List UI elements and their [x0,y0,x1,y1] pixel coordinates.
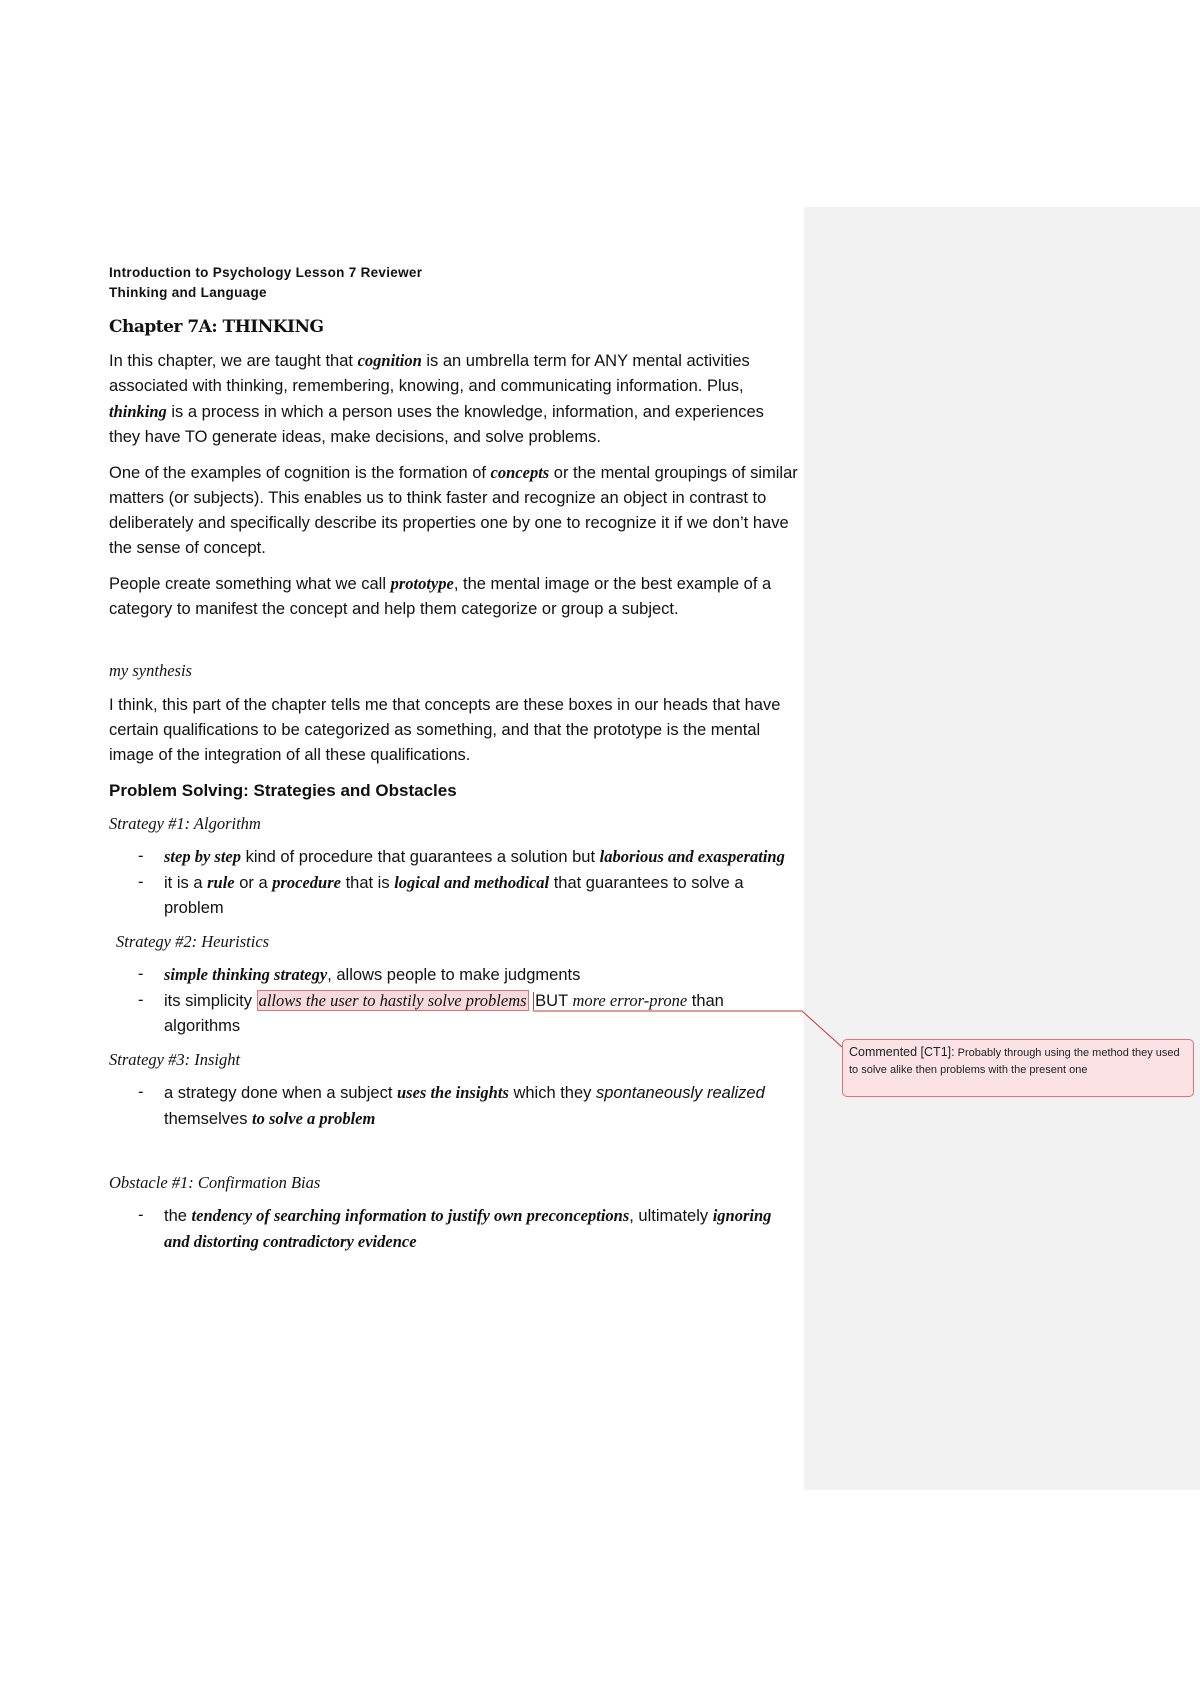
commented-text-highlight[interactable]: allows the user to hastily solve problems [258,991,527,1010]
strategy-1-list [109,844,799,921]
problem-solving-heading: Problem Solving: Strategies and Obstacles [109,781,457,800]
list-item: - step by step kind of procedure that guarantees a solution but laborious and exasperating [109,844,799,870]
document-body [109,263,799,1263]
list-item: - simple thinking strategy, allows people to make judgments [109,962,799,988]
synthesis-text: I think, this part of the chapter tells me that concepts are these boxes in our heads that have certain qualifications to be categorized as something, and that the prototype is the mental image of the integration of all these qualifications. [109,696,781,764]
synthesis-heading: my synthesis [109,661,192,680]
comment-text: Probably through using the method they used to solve alike then problems with the present one [849,1047,1180,1076]
list-item: - the tendency of searching information to justify own preconceptions, ultimately ignoring and distorting contradictory evidence [109,1203,799,1255]
comment-pane [804,207,1200,1490]
intro-paragraph-2: One of the examples of cognition is the formation of concepts or the mental groupings of similar matters (or subjects). This enables us to think faster and recognize an object in contrast to deliberately and specifically describe its properties one by one to recognize it if we don’t have the sense of concept. [109,463,798,557]
obstacle-1-list [109,1203,799,1255]
list-item: - its simplicity allows the user to hastily solve problems BUT more error-prone than algorithms [109,988,799,1039]
doc-header-subtitle: Thinking and Language [109,285,267,300]
list-item: - a strategy done when a subject uses the insights which they spontaneously realized themselves to solve a problem [109,1080,799,1132]
comment-balloon[interactable] [842,1039,1194,1097]
strategy-3-list [109,1080,799,1132]
list-item: - it is a rule or a procedure that is logical and methodical that guarantees to solve a problem [109,870,799,921]
strategy-2-list [109,962,799,1039]
strategy-2-heading: Strategy #2: Heuristics [116,932,270,951]
comment-label: Commented [CT1]: [849,1045,955,1059]
obstacle-1-heading: Obstacle #1: Confirmation Bias [109,1173,321,1192]
strategy-3-heading: Strategy #3: Insight [109,1050,241,1069]
doc-header-title: Introduction to Psychology Lesson 7 Reviewer [109,265,423,280]
chapter-title: Chapter 7A: THINKING [109,317,324,337]
intro-paragraph-3: People create something what we call prototype, the mental image or the best example of a category to manifest the concept and help them categorize or group a subject. [109,574,772,618]
intro-paragraph-1: In this chapter, we are taught that cognition is an umbrella term for ANY mental activities associated with thinking, remembering, knowing, and communicating information. Plus, thinking is a process in which a person uses the knowledge, information, and experiences they have TO generate ideas, make decisions, and solve problems. [109,351,764,446]
strategy-1-heading: Strategy #1: Algorithm [109,814,261,833]
